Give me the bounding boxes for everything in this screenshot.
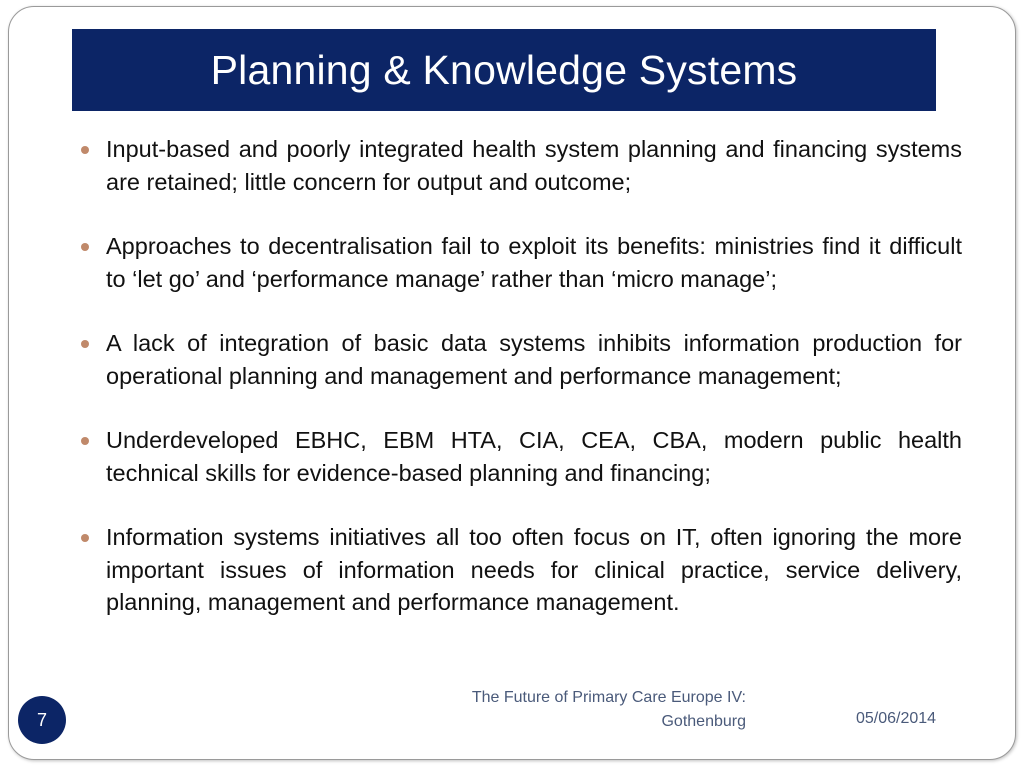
bullet-dot-icon [81,437,89,445]
bullet-item [78,424,962,489]
footer-date: 05/06/2014 [856,710,937,727]
title-bar [72,29,936,111]
slide-title: Planning & Knowledge Systems [210,46,798,93]
bullet-dot-icon [81,243,89,251]
bullet-text: Information systems initiatives all too often focus on IT, often ignoring the more important issues of information needs for clinical practice, service delivery, planning, management and performance management. [106,524,962,615]
bullet-dot-icon [81,534,89,542]
bullet-list [78,133,962,651]
footer-line-1: The Future of Primary Care Europe IV: [471,689,746,706]
bullet-dot-icon [81,146,89,154]
bullet-item [78,230,962,295]
bullet-item [78,521,962,619]
bullet-text: Underdeveloped EBHC, EBM HTA, CIA, CEA, CBA, modern public health technical skills for evidence-based planning and financing; [106,427,962,486]
footer-line-2: Gothenburg [661,713,746,730]
bullet-dot-icon [81,340,89,348]
page-number-badge [18,696,66,744]
bullet-text: A lack of integration of basic data systems inhibits information production for operational planning and management and performance management; [106,330,962,389]
footer-caption [392,686,746,734]
bullet-item [78,133,962,198]
bullet-text: Input-based and poorly integrated health system planning and financing systems are retained; little concern for output and outcome; [106,136,962,195]
page-number: 7 [36,709,47,730]
bullet-text: Approaches to decentralisation fail to exploit its benefits: ministries find it difficult to ‘let go’ and ‘performance manage’ rather than ‘micro manage’; [106,233,962,292]
bullet-item [78,327,962,392]
